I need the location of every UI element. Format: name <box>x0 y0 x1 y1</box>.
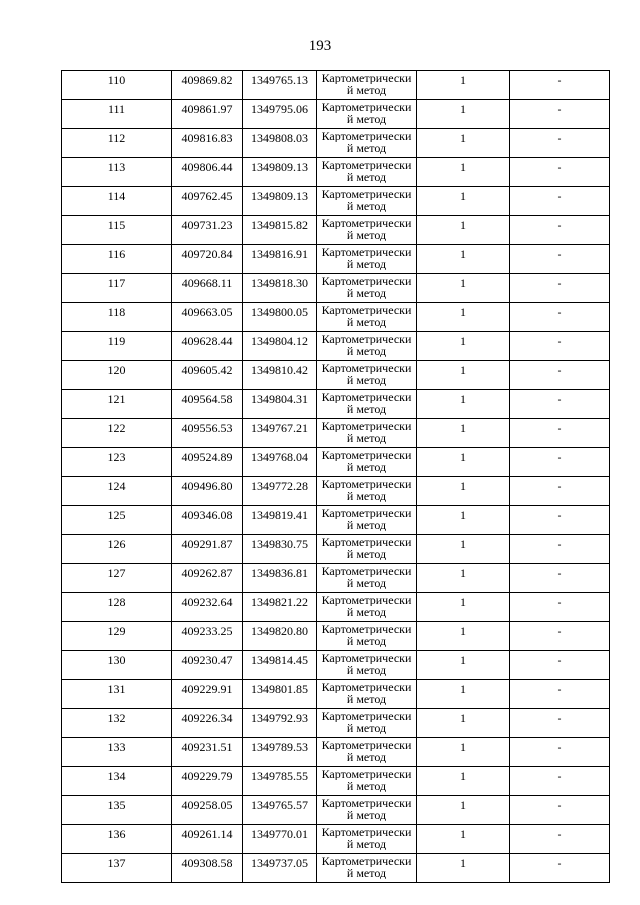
y-coordinate-cell: 1349809.13 <box>243 158 317 187</box>
table-row <box>62 593 610 622</box>
y-coordinate-cell: 1349801.85 <box>243 680 317 709</box>
y-coordinate-cell: 1349830.75 <box>243 535 317 564</box>
method-line-1: Картометрически <box>321 507 412 519</box>
y-coordinate-cell: 1349820.80 <box>243 622 317 651</box>
y-coordinate-cell: 1349765.57 <box>243 796 317 825</box>
note-cell: - <box>510 390 610 419</box>
note-cell: - <box>510 419 610 448</box>
method-line-1: Картометрически <box>321 391 412 403</box>
method-line-1: Картометрически <box>321 652 412 664</box>
x-coordinate-cell: 409720.84 <box>172 245 243 274</box>
x-coordinate-cell: 409291.87 <box>172 535 243 564</box>
accuracy-cell: 1 <box>417 361 510 390</box>
point-number-cell: 120 <box>62 361 172 390</box>
method-cell <box>317 216 417 245</box>
accuracy-cell: 1 <box>417 593 510 622</box>
y-coordinate-cell: 1349795.06 <box>243 100 317 129</box>
method-cell <box>317 738 417 767</box>
x-coordinate-cell: 409869.82 <box>172 71 243 100</box>
x-coordinate-cell: 409233.25 <box>172 622 243 651</box>
accuracy-cell: 1 <box>417 680 510 709</box>
accuracy-cell: 1 <box>417 100 510 129</box>
point-number-cell: 114 <box>62 187 172 216</box>
method-cell <box>317 303 417 332</box>
method-line-2: й метод <box>346 693 387 705</box>
table-row <box>62 680 610 709</box>
table-row <box>62 506 610 535</box>
table-row <box>62 709 610 738</box>
method-line-2: й метод <box>346 345 387 357</box>
method-cell <box>317 100 417 129</box>
method-line-2: й метод <box>346 838 387 850</box>
method-line-1: Картометрически <box>321 333 412 345</box>
page-number: 193 <box>308 38 332 54</box>
method-line-2: й метод <box>346 113 387 125</box>
y-coordinate-cell: 1349819.41 <box>243 506 317 535</box>
table-row <box>62 564 610 593</box>
point-number-cell: 134 <box>62 767 172 796</box>
method-line-1: Картометрически <box>321 72 412 84</box>
note-cell: - <box>510 187 610 216</box>
table-row <box>62 129 610 158</box>
x-coordinate-cell: 409806.44 <box>172 158 243 187</box>
method-cell <box>317 390 417 419</box>
note-cell: - <box>510 332 610 361</box>
method-line-2: й метод <box>346 258 387 270</box>
note-cell: - <box>510 651 610 680</box>
accuracy-cell: 1 <box>417 477 510 506</box>
method-line-2: й метод <box>346 229 387 241</box>
method-cell <box>317 564 417 593</box>
method-line-2: й метод <box>346 664 387 676</box>
method-cell <box>317 361 417 390</box>
method-cell <box>317 651 417 680</box>
note-cell: - <box>510 738 610 767</box>
note-cell: - <box>510 535 610 564</box>
x-coordinate-cell: 409230.47 <box>172 651 243 680</box>
method-cell <box>317 680 417 709</box>
table-row <box>62 796 610 825</box>
table-row <box>62 71 610 100</box>
point-number-cell: 122 <box>62 419 172 448</box>
table-body <box>62 71 610 883</box>
method-cell <box>317 709 417 738</box>
y-coordinate-cell: 1349785.55 <box>243 767 317 796</box>
x-coordinate-cell: 409524.89 <box>172 448 243 477</box>
note-cell: - <box>510 129 610 158</box>
point-number-cell: 117 <box>62 274 172 303</box>
accuracy-cell: 1 <box>417 767 510 796</box>
note-cell: - <box>510 622 610 651</box>
method-line-1: Картометрически <box>321 275 412 287</box>
note-cell: - <box>510 100 610 129</box>
table-row <box>62 738 610 767</box>
method-cell <box>317 506 417 535</box>
note-cell: - <box>510 564 610 593</box>
y-coordinate-cell: 1349767.21 <box>243 419 317 448</box>
table-row <box>62 332 610 361</box>
method-cell <box>317 593 417 622</box>
accuracy-cell: 1 <box>417 506 510 535</box>
method-line-1: Картометрически <box>321 188 412 200</box>
method-line-2: й метод <box>346 519 387 531</box>
accuracy-cell: 1 <box>417 564 510 593</box>
method-line-2: й метод <box>346 809 387 821</box>
method-line-1: Картометрически <box>321 710 412 722</box>
accuracy-cell: 1 <box>417 129 510 158</box>
point-number-cell: 129 <box>62 622 172 651</box>
table-row <box>62 477 610 506</box>
method-line-2: й метод <box>346 722 387 734</box>
method-line-1: Картометрически <box>321 217 412 229</box>
method-cell <box>317 71 417 100</box>
method-line-2: й метод <box>346 316 387 328</box>
accuracy-cell: 1 <box>417 187 510 216</box>
point-number-cell: 110 <box>62 71 172 100</box>
y-coordinate-cell: 1349789.53 <box>243 738 317 767</box>
y-coordinate-cell: 1349804.31 <box>243 390 317 419</box>
method-line-2: й метод <box>346 780 387 792</box>
table-row <box>62 216 610 245</box>
method-cell <box>317 187 417 216</box>
x-coordinate-cell: 409261.14 <box>172 825 243 854</box>
method-line-1: Картометрически <box>321 623 412 635</box>
method-line-2: й метод <box>346 606 387 618</box>
method-cell <box>317 854 417 883</box>
table-row <box>62 187 610 216</box>
point-number-cell: 132 <box>62 709 172 738</box>
table-row <box>62 274 610 303</box>
method-line-2: й метод <box>346 432 387 444</box>
x-coordinate-cell: 409564.58 <box>172 390 243 419</box>
method-line-2: й метод <box>346 200 387 212</box>
x-coordinate-cell: 409231.51 <box>172 738 243 767</box>
table-row <box>62 303 610 332</box>
table-row <box>62 361 610 390</box>
note-cell: - <box>510 477 610 506</box>
x-coordinate-cell: 409229.79 <box>172 767 243 796</box>
accuracy-cell: 1 <box>417 419 510 448</box>
x-coordinate-cell: 409762.45 <box>172 187 243 216</box>
table-row <box>62 651 610 680</box>
x-coordinate-cell: 409816.83 <box>172 129 243 158</box>
y-coordinate-cell: 1349804.12 <box>243 332 317 361</box>
note-cell: - <box>510 796 610 825</box>
x-coordinate-cell: 409556.53 <box>172 419 243 448</box>
note-cell: - <box>510 361 610 390</box>
table-row <box>62 448 610 477</box>
method-line-1: Картометрически <box>321 681 412 693</box>
method-line-1: Картометрически <box>321 159 412 171</box>
y-coordinate-cell: 1349810.42 <box>243 361 317 390</box>
accuracy-cell: 1 <box>417 245 510 274</box>
x-coordinate-cell: 409226.34 <box>172 709 243 738</box>
y-coordinate-cell: 1349800.05 <box>243 303 317 332</box>
accuracy-cell: 1 <box>417 332 510 361</box>
y-coordinate-cell: 1349765.13 <box>243 71 317 100</box>
method-line-2: й метод <box>346 461 387 473</box>
note-cell: - <box>510 448 610 477</box>
method-line-2: й метод <box>346 577 387 589</box>
y-coordinate-cell: 1349768.04 <box>243 448 317 477</box>
x-coordinate-cell: 409496.80 <box>172 477 243 506</box>
x-coordinate-cell: 409861.97 <box>172 100 243 129</box>
x-coordinate-cell: 409605.42 <box>172 361 243 390</box>
method-cell <box>317 158 417 187</box>
method-cell <box>317 419 417 448</box>
table-row <box>62 390 610 419</box>
method-line-1: Картометрически <box>321 246 412 258</box>
method-line-2: й метод <box>346 490 387 502</box>
method-cell <box>317 274 417 303</box>
method-line-1: Картометрически <box>321 565 412 577</box>
y-coordinate-cell: 1349818.30 <box>243 274 317 303</box>
point-number-cell: 119 <box>62 332 172 361</box>
note-cell: - <box>510 216 610 245</box>
point-number-cell: 111 <box>62 100 172 129</box>
method-line-1: Картометрически <box>321 855 412 867</box>
method-line-2: й метод <box>346 867 387 879</box>
method-line-2: й метод <box>346 548 387 560</box>
method-cell <box>317 622 417 651</box>
accuracy-cell: 1 <box>417 390 510 419</box>
y-coordinate-cell: 1349815.82 <box>243 216 317 245</box>
accuracy-cell: 1 <box>417 535 510 564</box>
table-row <box>62 535 610 564</box>
accuracy-cell: 1 <box>417 71 510 100</box>
method-line-1: Картометрически <box>321 768 412 780</box>
point-number-cell: 131 <box>62 680 172 709</box>
accuracy-cell: 1 <box>417 303 510 332</box>
method-cell <box>317 448 417 477</box>
method-line-1: Картометрически <box>321 449 412 461</box>
note-cell: - <box>510 767 610 796</box>
note-cell: - <box>510 158 610 187</box>
table-row <box>62 100 610 129</box>
table-row <box>62 854 610 883</box>
method-line-1: Картометрически <box>321 826 412 838</box>
point-number-cell: 130 <box>62 651 172 680</box>
y-coordinate-cell: 1349792.93 <box>243 709 317 738</box>
accuracy-cell: 1 <box>417 158 510 187</box>
accuracy-cell: 1 <box>417 274 510 303</box>
note-cell: - <box>510 680 610 709</box>
method-cell <box>317 129 417 158</box>
point-number-cell: 124 <box>62 477 172 506</box>
point-number-cell: 133 <box>62 738 172 767</box>
method-cell <box>317 332 417 361</box>
table-row <box>62 245 610 274</box>
method-line-1: Картометрически <box>321 739 412 751</box>
method-cell <box>317 796 417 825</box>
y-coordinate-cell: 1349816.91 <box>243 245 317 274</box>
x-coordinate-cell: 409628.44 <box>172 332 243 361</box>
y-coordinate-cell: 1349809.13 <box>243 187 317 216</box>
point-number-cell: 115 <box>62 216 172 245</box>
x-coordinate-cell: 409346.08 <box>172 506 243 535</box>
note-cell: - <box>510 854 610 883</box>
table-row <box>62 767 610 796</box>
y-coordinate-cell: 1349770.01 <box>243 825 317 854</box>
x-coordinate-cell: 409731.23 <box>172 216 243 245</box>
method-line-1: Картометрически <box>321 420 412 432</box>
note-cell: - <box>510 593 610 622</box>
note-cell: - <box>510 274 610 303</box>
y-coordinate-cell: 1349737.05 <box>243 854 317 883</box>
method-cell <box>317 825 417 854</box>
method-line-1: Картометрически <box>321 797 412 809</box>
method-line-1: Картометрически <box>321 362 412 374</box>
method-line-2: й метод <box>346 751 387 763</box>
point-number-cell: 128 <box>62 593 172 622</box>
y-coordinate-cell: 1349814.45 <box>243 651 317 680</box>
method-line-2: й метод <box>346 374 387 386</box>
table-row <box>62 158 610 187</box>
method-line-2: й метод <box>346 142 387 154</box>
y-coordinate-cell: 1349808.03 <box>243 129 317 158</box>
point-number-cell: 126 <box>62 535 172 564</box>
method-cell <box>317 535 417 564</box>
x-coordinate-cell: 409668.11 <box>172 274 243 303</box>
method-line-1: Картометрически <box>321 304 412 316</box>
x-coordinate-cell: 409229.91 <box>172 680 243 709</box>
point-number-cell: 135 <box>62 796 172 825</box>
note-cell: - <box>510 71 610 100</box>
note-cell: - <box>510 709 610 738</box>
note-cell: - <box>510 303 610 332</box>
method-line-1: Картометрически <box>321 478 412 490</box>
accuracy-cell: 1 <box>417 709 510 738</box>
method-line-1: Картометрически <box>321 130 412 142</box>
method-line-1: Картометрически <box>321 101 412 113</box>
point-number-cell: 113 <box>62 158 172 187</box>
method-line-2: й метод <box>346 403 387 415</box>
table-row <box>62 825 610 854</box>
accuracy-cell: 1 <box>417 622 510 651</box>
table-row <box>62 622 610 651</box>
point-number-cell: 121 <box>62 390 172 419</box>
y-coordinate-cell: 1349821.22 <box>243 593 317 622</box>
y-coordinate-cell: 1349772.28 <box>243 477 317 506</box>
accuracy-cell: 1 <box>417 448 510 477</box>
accuracy-cell: 1 <box>417 738 510 767</box>
point-number-cell: 125 <box>62 506 172 535</box>
accuracy-cell: 1 <box>417 854 510 883</box>
point-number-cell: 127 <box>62 564 172 593</box>
table-row <box>62 419 610 448</box>
x-coordinate-cell: 409308.58 <box>172 854 243 883</box>
method-cell <box>317 245 417 274</box>
accuracy-cell: 1 <box>417 825 510 854</box>
note-cell: - <box>510 245 610 274</box>
method-line-1: Картометрически <box>321 536 412 548</box>
point-number-cell: 123 <box>62 448 172 477</box>
x-coordinate-cell: 409232.64 <box>172 593 243 622</box>
method-line-2: й метод <box>346 84 387 96</box>
point-number-cell: 112 <box>62 129 172 158</box>
point-number-cell: 118 <box>62 303 172 332</box>
accuracy-cell: 1 <box>417 651 510 680</box>
x-coordinate-cell: 409663.05 <box>172 303 243 332</box>
point-number-cell: 136 <box>62 825 172 854</box>
method-cell <box>317 767 417 796</box>
note-cell: - <box>510 506 610 535</box>
method-line-1: Картометрически <box>321 594 412 606</box>
accuracy-cell: 1 <box>417 796 510 825</box>
y-coordinate-cell: 1349836.81 <box>243 564 317 593</box>
x-coordinate-cell: 409258.05 <box>172 796 243 825</box>
accuracy-cell: 1 <box>417 216 510 245</box>
method-line-2: й метод <box>346 171 387 183</box>
method-line-2: й метод <box>346 635 387 647</box>
method-line-2: й метод <box>346 287 387 299</box>
x-coordinate-cell: 409262.87 <box>172 564 243 593</box>
coordinates-table <box>61 70 610 883</box>
point-number-cell: 116 <box>62 245 172 274</box>
point-number-cell: 137 <box>62 854 172 883</box>
note-cell: - <box>510 825 610 854</box>
method-cell <box>317 477 417 506</box>
